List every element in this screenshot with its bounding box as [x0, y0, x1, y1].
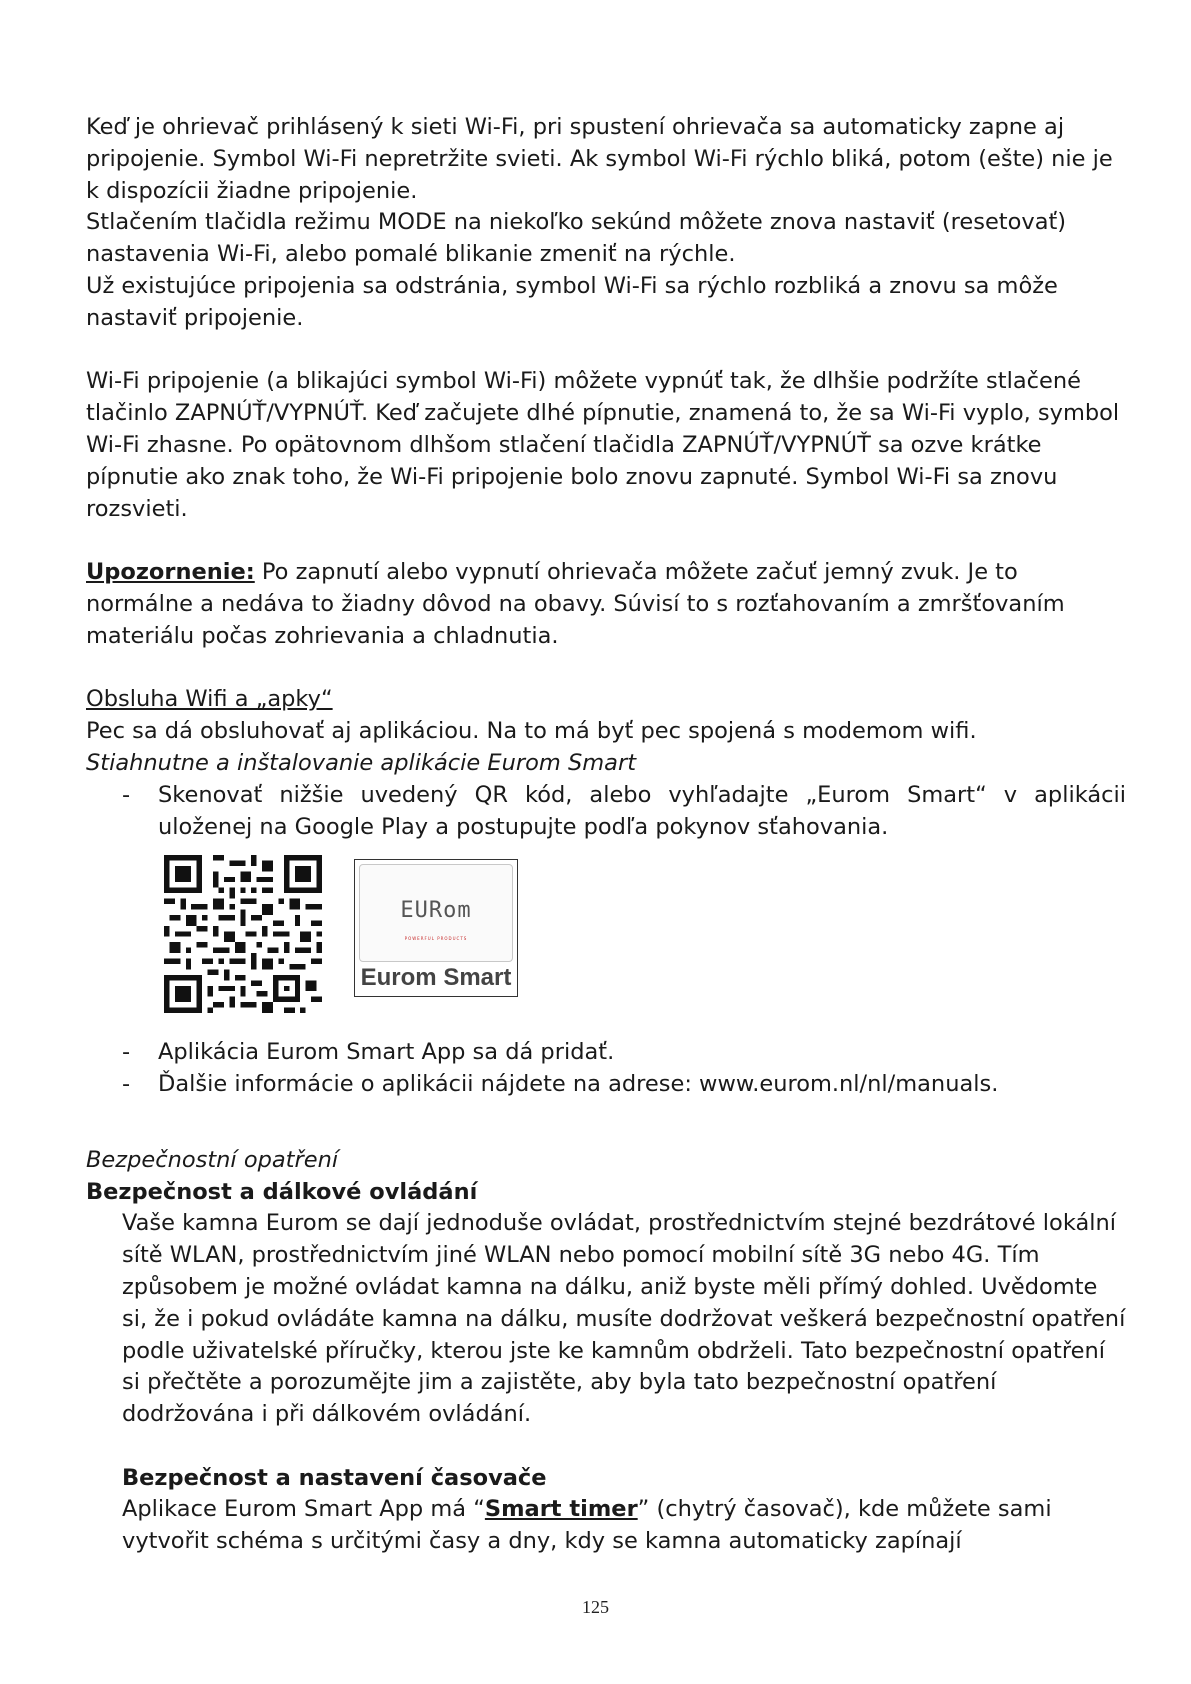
page-number: 125 — [582, 1597, 609, 1617]
app-images — [164, 851, 1126, 1037]
qr-code[interactable] — [164, 855, 322, 1013]
app-icon-caption: Eurom Smart — [360, 963, 512, 991]
smart-timer-term: Smart timer — [484, 1496, 638, 1523]
app-intro: Pec sa dá obsluhovať aj aplikáciou. Na to má byť pec spojená s modemom wifi. — [86, 718, 977, 745]
wifi-paragraph-1: Keď je ohrievač prihlásený k sieti Wi-Fi, pri spustení ohrievača sa automaticky zapne aj pripojenie. Symbol Wi-Fi nepretržite svieti. Ak symbol Wi-Fi rýchlo bliká, potom (ešte) nie je k dispozícii žiadne pripojenie. — [86, 114, 1113, 204]
document-page — [86, 112, 1126, 1558]
safety-heading-remote: Bezpečnost a dálkové ovládání — [86, 1178, 478, 1205]
wifi-paragraph-2: Stlačením tlačidla režimu MODE na niekoľko sekúnd môžete znova nastaviť (resetovať) nastavenia Wi-Fi, alebo pomalé blikanie zmeniť na rýchle. — [86, 209, 1067, 268]
timer-text-end: ” (chytrý časovač), kde můžete sami vytvořit schéma s určitými časy a dny, kdy se kamna automaticky zapínají — [122, 1496, 1052, 1555]
notice-text: Po zapnutí alebo vypnutí ohrievača môžete začuť jemný zvuk. Je to normálne a nedáva to žiadny dôvod na obavy. Súvisí to s rozťahovaním a zmršťovaním materiálu počas zohrievania a chladnutia. — [86, 559, 1065, 649]
list-dash: - — [122, 1071, 131, 1098]
safety-paragraph-timer — [86, 1494, 1126, 1558]
timer-text-start: Aplikace Eurom Smart App má “ — [122, 1496, 485, 1523]
app-subheading: Stiahnutne a inštalovanie aplikácie Eurom Smart — [86, 749, 637, 776]
list-item — [86, 1037, 1126, 1069]
bullet-text-1: Skenovať nižšie uvedený QR kód, alebo vyhľadajte „Eurom Smart“ v aplikácii uloženej na Google Play a postupujte podľa pokynov sťahovania. — [158, 781, 1126, 840]
wifi-paragraph-3: Už existujúce pripojenia sa odstránia, symbol Wi-Fi sa rýchlo rozbliká a znovu sa môže nastaviť pripojenie. — [86, 272, 1058, 331]
eurom-logo-tagline: POWERFUL PRODUCTS — [404, 936, 468, 942]
list-item — [86, 1069, 1126, 1101]
list-dash: - — [122, 1039, 131, 1066]
eurom-smart-app-icon[interactable] — [354, 859, 518, 997]
bullet-text-2: Aplikácia Eurom Smart App sa dá pridať. — [158, 1039, 615, 1066]
safety-paragraph-remote: Vaše kamna Eurom se dají jednoduše ovládat, prostřednictvím stejné bezdrátové lokální sítě WLAN, prostřednictvím jiné WLAN nebo pomocí mobilní sítě 3G nebo 4G. Tím způsobem je možné ovládat kamna na dálku, aniž byste měli přímý dohled. Uvědomte si, že i pokud ovládáte kamna na dálku, musíte dodržovat veškerá bezpečnostní opatření podle uživatelské příručky, kterou jste ke kamnům obdrželi. Tato bezpečnostní opatření si přečtěte a porozumějte jim a zajistěte, aby byla tato bezpečnostní opatření dodržována i při dálkovém ovládání. — [122, 1210, 1126, 1428]
safety-heading-timer: Bezpečnost a nastavení časovače — [122, 1464, 547, 1491]
list-dash: - — [122, 781, 131, 808]
app-heading: Obsluha Wifi a „apky“ — [86, 686, 333, 713]
notice-label: Upozornenie: — [86, 559, 255, 586]
eurom-logo-text: EURom — [400, 898, 472, 924]
wifi-paragraph-4: Wi-Fi pripojenie (a blikajúci symbol Wi-Fi) môžete vypnúť tak, že dlhšie podržíte stlačené tlačinlo ZAPNÚŤ/VYPNÚŤ. Keď začujete dlhé pípnutie, znamená to, že sa Wi-Fi vyplo, symbol Wi-Fi zhasne. Po opätovnom dlhšom stlačení tlačidla ZAPNÚŤ/VYPNÚŤ sa ozve krátke pípnutie ako znak toho, že Wi-Fi pripojenie bolo znovu zapnuté. Symbol Wi-Fi sa znovu rozsvieti. — [86, 368, 1120, 522]
bullet-text-3: Ďalšie informácie o aplikácii nájdete na adrese: www.eurom.nl/nl/manuals. — [158, 1071, 999, 1098]
list-item — [86, 780, 1126, 844]
app-icon-tile — [359, 864, 513, 962]
notice-paragraph — [86, 557, 1126, 652]
safety-italic-heading: Bezpečnostní opatření — [86, 1146, 339, 1173]
